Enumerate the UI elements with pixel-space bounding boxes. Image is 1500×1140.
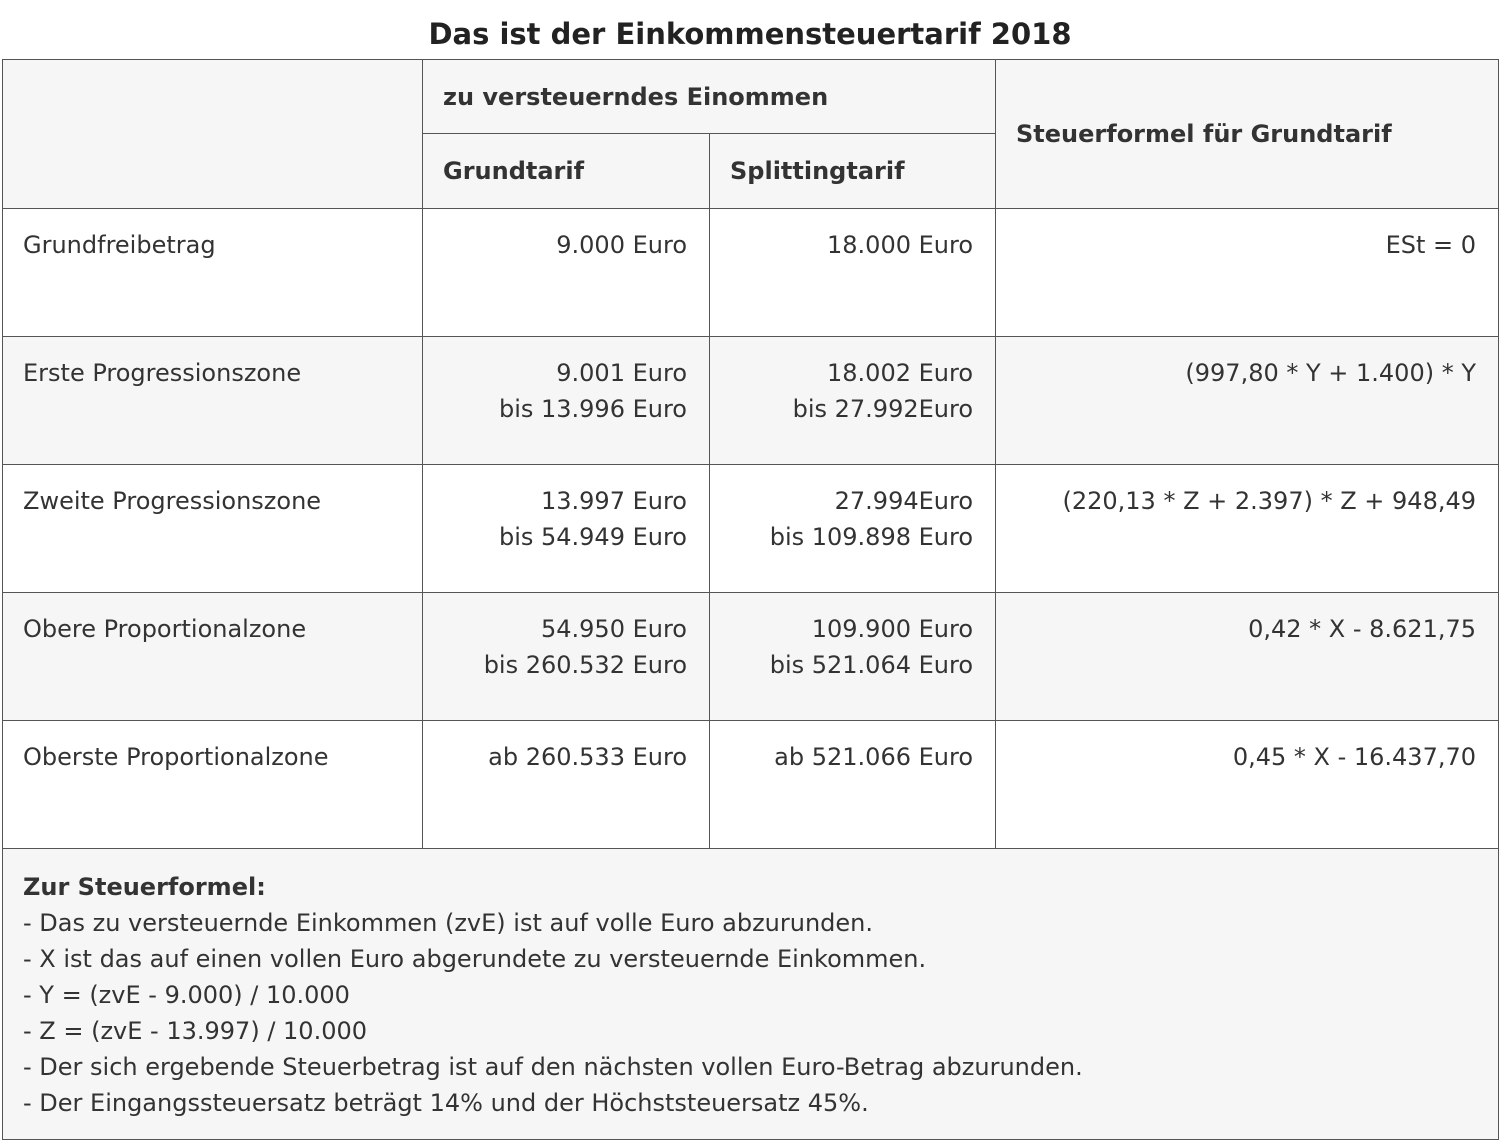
formula-cell: 0,42 * X - 8.621,75 — [996, 593, 1499, 721]
note-line: - X ist das auf einen vollen Euro abgerundete zu versteuernde Einkommen. — [23, 945, 927, 973]
table-row — [3, 465, 1499, 593]
note-line: - Z = (zvE - 13.997) / 10.000 — [23, 1017, 368, 1045]
header-splittingtarif: Splittingtarif — [710, 134, 996, 209]
grundtarif-cell — [423, 465, 710, 593]
splittingtarif-cell — [710, 209, 996, 337]
header-empty-cell — [3, 60, 423, 209]
zone-label: Erste Progressionszone — [3, 337, 423, 465]
splittingtarif-cell — [710, 465, 996, 593]
notes-cell — [3, 849, 1499, 1140]
splittingtarif-to: bis 27.992Euro — [792, 395, 974, 423]
splittingtarif-cell — [710, 337, 996, 465]
table-row — [3, 337, 1499, 465]
notes-title: Zur Steuerformel: — [23, 873, 266, 901]
grundtarif-from: 54.950 Euro — [540, 615, 687, 643]
table-header-row — [3, 60, 1499, 134]
zone-label: Obere Proportionalzone — [3, 593, 423, 721]
grundtarif-from: 9.001 Euro — [556, 359, 687, 387]
grundtarif-to: bis 13.996 Euro — [498, 395, 687, 423]
note-line: - Der sich ergebende Steuerbetrag ist auf den nächsten vollen Euro-Betrag abzurunden. — [23, 1053, 1083, 1081]
grundtarif-cell — [423, 337, 710, 465]
table-row — [3, 209, 1499, 337]
grundtarif-to: bis 260.532 Euro — [483, 651, 687, 679]
zone-label: Grundfreibetrag — [3, 209, 423, 337]
splittingtarif-from: 18.000 Euro — [827, 231, 974, 259]
zone-label: Oberste Proportionalzone — [3, 721, 423, 849]
grundtarif-to: bis 54.949 Euro — [498, 523, 687, 551]
table-row — [3, 593, 1499, 721]
formula-cell: (997,80 * Y + 1.400) * Y — [996, 337, 1499, 465]
formula-cell: 0,45 * X - 16.437,70 — [996, 721, 1499, 849]
header-income-group: zu versteuerndes Einommen — [423, 60, 996, 134]
splittingtarif-from: 18.002 Euro — [827, 359, 974, 387]
splittingtarif-cell — [710, 593, 996, 721]
splittingtarif-to: bis 521.064 Euro — [769, 651, 974, 679]
grundtarif-cell — [423, 209, 710, 337]
formula-cell: (220,13 * Z + 2.397) * Z + 948,49 — [996, 465, 1499, 593]
note-line: - Y = (zvE - 9.000) / 10.000 — [23, 981, 350, 1009]
grundtarif-from: ab 260.533 Euro — [488, 743, 687, 771]
zone-label: Zweite Progressionszone — [3, 465, 423, 593]
splittingtarif-cell — [710, 721, 996, 849]
note-line: - Das zu versteuernde Einkommen (zvE) ist auf volle Euro abzurunden. — [23, 909, 874, 937]
note-line: - Der Eingangssteuersatz beträgt 14% und der Höchststeuersatz 45%. — [23, 1089, 869, 1117]
tax-tariff-table — [2, 59, 1499, 1140]
grundtarif-from: 13.997 Euro — [540, 487, 687, 515]
grundtarif-cell — [423, 593, 710, 721]
table-row — [3, 721, 1499, 849]
splittingtarif-from: 109.900 Euro — [811, 615, 974, 643]
grundtarif-from: 9.000 Euro — [556, 231, 687, 259]
header-grundtarif: Grundtarif — [423, 134, 710, 209]
page-title: Das ist der Einkommensteuertarif 2018 — [428, 17, 1072, 51]
splittingtarif-to: bis 109.898 Euro — [769, 523, 974, 551]
splittingtarif-from: 27.994Euro — [834, 487, 974, 515]
header-formula: Steuerformel für Grundtarif — [996, 60, 1499, 209]
splittingtarif-from: ab 521.066 Euro — [774, 743, 974, 771]
notes-row — [3, 849, 1499, 1140]
grundtarif-cell — [423, 721, 710, 849]
formula-cell: ESt = 0 — [996, 209, 1499, 337]
